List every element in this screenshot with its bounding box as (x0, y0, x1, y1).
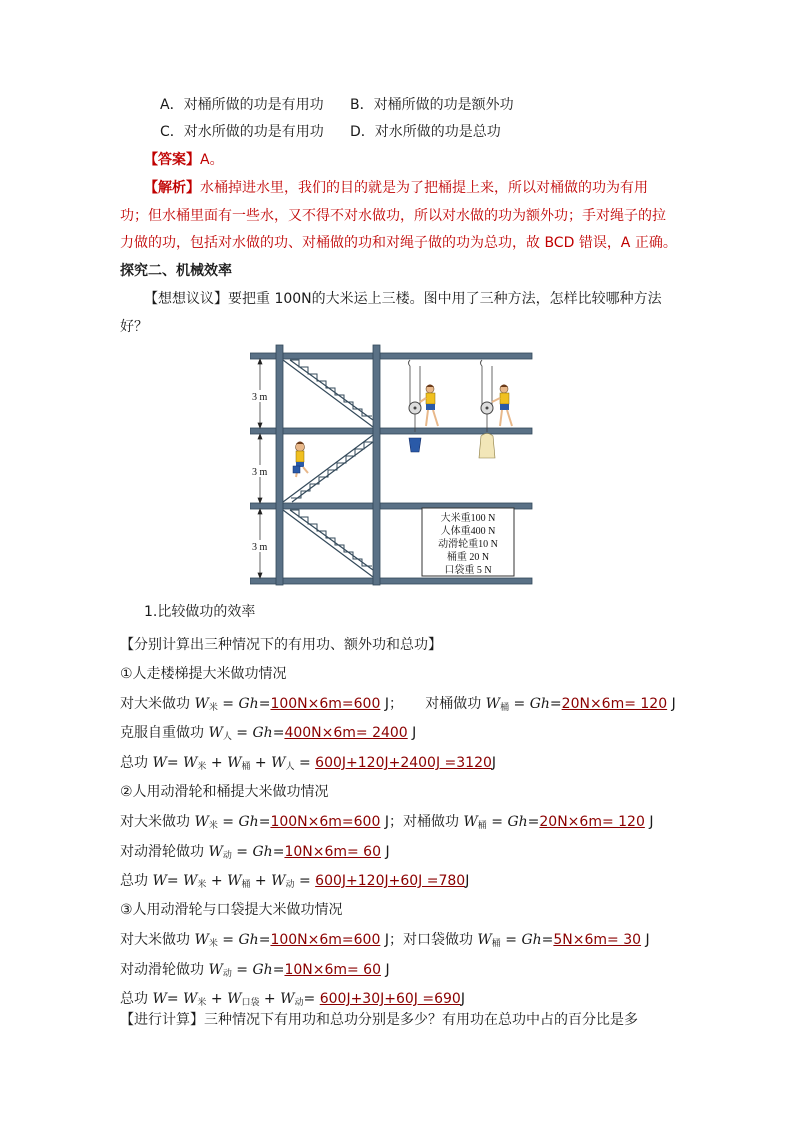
case3-bag-sub: 桶 (491, 939, 501, 949)
case2-title: ②人用动滑轮和桶提大米做功情况 (120, 784, 329, 800)
section-title: 探究二、机械效率 (120, 263, 232, 279)
person-on-stairs-icon (293, 442, 308, 478)
case1-total-bucket-sub: 桶 (241, 762, 251, 772)
height-label-bottom: 3 m (252, 542, 268, 553)
case1-self-label: 克服自重做功 (120, 725, 204, 741)
analysis-text-1: 水桶掉进水里，我们的目的就是为了把桶提上来，所以对桶做的功为有用 (200, 180, 648, 196)
case2-pulley-unit: J (385, 844, 390, 860)
case3-pulley-unit: J (385, 962, 390, 978)
pulley-bucket-setup-icon (409, 360, 439, 452)
case1-bucket-label: 对桶做功 (425, 696, 482, 712)
case1-line-2: 克服自重做功 $W_人 = Gh=400N\times 6m= 2400$ J (120, 725, 417, 742)
case1-rice-unit: J； (384, 696, 403, 712)
columns (276, 345, 380, 585)
case2-pulley-label: 对动滑轮做功 (120, 844, 204, 860)
case2-total-rice-sub: 米 (197, 880, 207, 890)
analysis-tag: 【解析】 (144, 180, 200, 196)
case1-bucket-unit: J (671, 696, 676, 712)
case3-pulley-value: 10N×6m= 60 (284, 962, 381, 978)
analysis-line-2: 功；但水桶里面有一些水，又不得不对水做功，所以对水做的功为额外功；手对绳子的拉 (120, 208, 666, 224)
case3-total: 总功 $W= W_米 + W_{口袋} + W_动= 600J+30J+60J =690J$ (120, 991, 465, 1008)
case3-rice-value: 100N×6m=600 (270, 932, 381, 948)
case1-total-label: 总功 (120, 755, 148, 771)
compute-line (120, 1011, 638, 1029)
discuss-line-1: 【想想议议】要把重 100N的大米运上三楼。图中用了三种方法，怎样比较哪种方法 (144, 291, 662, 307)
case3-pulley-label: 对动滑轮做功 (120, 962, 204, 978)
case1-total-value: 600J+120J+2400J =3120 (315, 755, 492, 771)
option-b: B．对桶所做的功是额外功 (350, 97, 514, 113)
weights-info-box (422, 508, 514, 576)
case3-total-label: 总功 (120, 991, 148, 1007)
case3-total-unit: J (460, 991, 465, 1007)
info-bag-weight: 口袋重 5 N (444, 565, 492, 576)
case1-total-unit: J (491, 755, 497, 771)
compute-tag: 【进行计算】 (120, 1012, 204, 1028)
answer-line (144, 151, 224, 169)
compute-text: 三种情况下有用功和总功分别是多少？有用功在总功中占的百分比是多 (204, 1012, 638, 1028)
case1-total: 总功 $W= W_米 + W_桶 + W_人 = 600J+120J+2400J =3120J$ (120, 755, 497, 772)
case1-total-self-sub: 人 (285, 762, 295, 772)
case1-title: ①人走楼梯提大米做功情况 (120, 666, 287, 682)
case1-total-rice-sub: 米 (197, 762, 207, 772)
three-methods-figure (250, 340, 540, 590)
case2-total-bucket-sub: 桶 (241, 880, 251, 890)
case3-total-bag-sub: 口袋 (241, 998, 260, 1008)
info-pulley-weight: 动滑轮重10 N (438, 539, 498, 550)
case2-rice-value: 100N×6m=600 (270, 814, 381, 830)
case3-bag-label: 对口袋做功 (402, 932, 473, 948)
case3-bag-value: 5N×6m= 30 (553, 932, 642, 948)
case3-line-1: 对大米做功 $W_米 = Gh=100N\times 6m=600$ J；对口袋做功 $W_桶 = Gh=5N\times 6m= 30$ J (120, 932, 650, 949)
answer-text: A。 (200, 152, 224, 168)
case2-total-label: 总功 (120, 873, 148, 889)
case2-bucket-sub: 桶 (477, 821, 487, 831)
case3-title: ③人用动滑轮与口袋提大米做功情况 (120, 902, 343, 918)
case2-pulley-sub: 动 (222, 851, 232, 861)
case1-rice-sub: 米 (208, 703, 218, 713)
case2-total-pulley-sub: 动 (285, 880, 295, 890)
answer-tag: 【答案】 (144, 152, 200, 168)
option-c: C．对水所做的功是有用功 (160, 124, 324, 140)
case3-rice-label: 对大米做功 (120, 932, 190, 948)
case2-pulley-value: 10N×6m= 60 (284, 844, 381, 860)
case3-total-rice-sub: 米 (197, 998, 207, 1008)
subheading: 1.比较做功的效率 (144, 604, 256, 620)
pulley-bag-setup-icon (479, 360, 512, 458)
info-person-weight: 人体重400 N (440, 526, 496, 537)
case2-total-value: 600J+120J+60J =780 (315, 873, 466, 889)
case1-rice-value: 100N×6m=600 (270, 696, 381, 712)
analysis-line-3: 力做的功，包括对水做的功、对桶做的功和对绳子做的功为总功，故 BCD 错误，A 正确。 (120, 235, 677, 251)
info-bucket-weight: 桶重 20 N (446, 552, 490, 563)
case1-self-sub: 人 (222, 732, 232, 742)
discuss-line-2: 好？ (120, 319, 148, 335)
case2-total-unit: J (465, 873, 470, 889)
case2-rice-label: 对大米做功 (120, 814, 190, 830)
case1-self-unit: J (412, 725, 417, 741)
case2-rice-unit: J； (384, 814, 403, 830)
option-d: D．对水所做的功是总功 (350, 124, 501, 140)
info-rice-weight: 大米重100 N (440, 513, 496, 524)
case3-line-2: 对动滑轮做功 $W_动 = Gh=10N\times 6m= 60$ J (120, 962, 390, 979)
case2-total: 总功 $W= W_米 + W_桶 + W_动 = 600J+120J+60J =780J$ (120, 873, 470, 890)
option-a: A．对桶所做的功是有用功 (160, 97, 324, 113)
case3-total-pulley-sub: 动 (294, 998, 304, 1008)
case1-self-value: 400N×6m= 2400 (284, 725, 408, 741)
analysis-line-1 (144, 179, 648, 197)
case2-bucket-label: 对桶做功 (402, 814, 459, 830)
case3-total-value: 600J+30J+60J =690 (319, 991, 461, 1007)
height-label-top: 3 m (252, 392, 268, 403)
case2-bucket-unit: J (649, 814, 654, 830)
calc-title: 【分别计算出三种情况下的有用功、额外功和总功】 (120, 637, 442, 653)
case2-line-1: 对大米做功 $W_米 = Gh=100N\times 6m=600$ J；对桶做功 $W_桶 = Gh=20N\times 6m= 120$ J (120, 814, 654, 831)
height-label-middle: 3 m (252, 467, 268, 478)
case3-bag-unit: J (645, 932, 650, 948)
case2-line-2: 对动滑轮做功 $W_动 = Gh=10N\times 6m= 60$ J (120, 844, 390, 861)
case3-pulley-sub: 动 (222, 969, 232, 979)
case1-bucket-value: 20N×6m= 120 (561, 696, 668, 712)
case1-bucket-sub: 桶 (500, 703, 510, 713)
case2-rice-sub: 米 (208, 821, 218, 831)
case3-rice-sub: 米 (208, 939, 218, 949)
case1-rice-label: 对大米做功 (120, 696, 190, 712)
case1-line-1: 对大米做功 $W_米 = Gh=100N\times 6m=600$ J； 对桶做功 $W_桶 = Gh=20N\times 6m= 120$ J (120, 696, 676, 713)
case2-bucket-value: 20N×6m= 120 (539, 814, 645, 830)
case3-rice-unit: J； (384, 932, 403, 948)
